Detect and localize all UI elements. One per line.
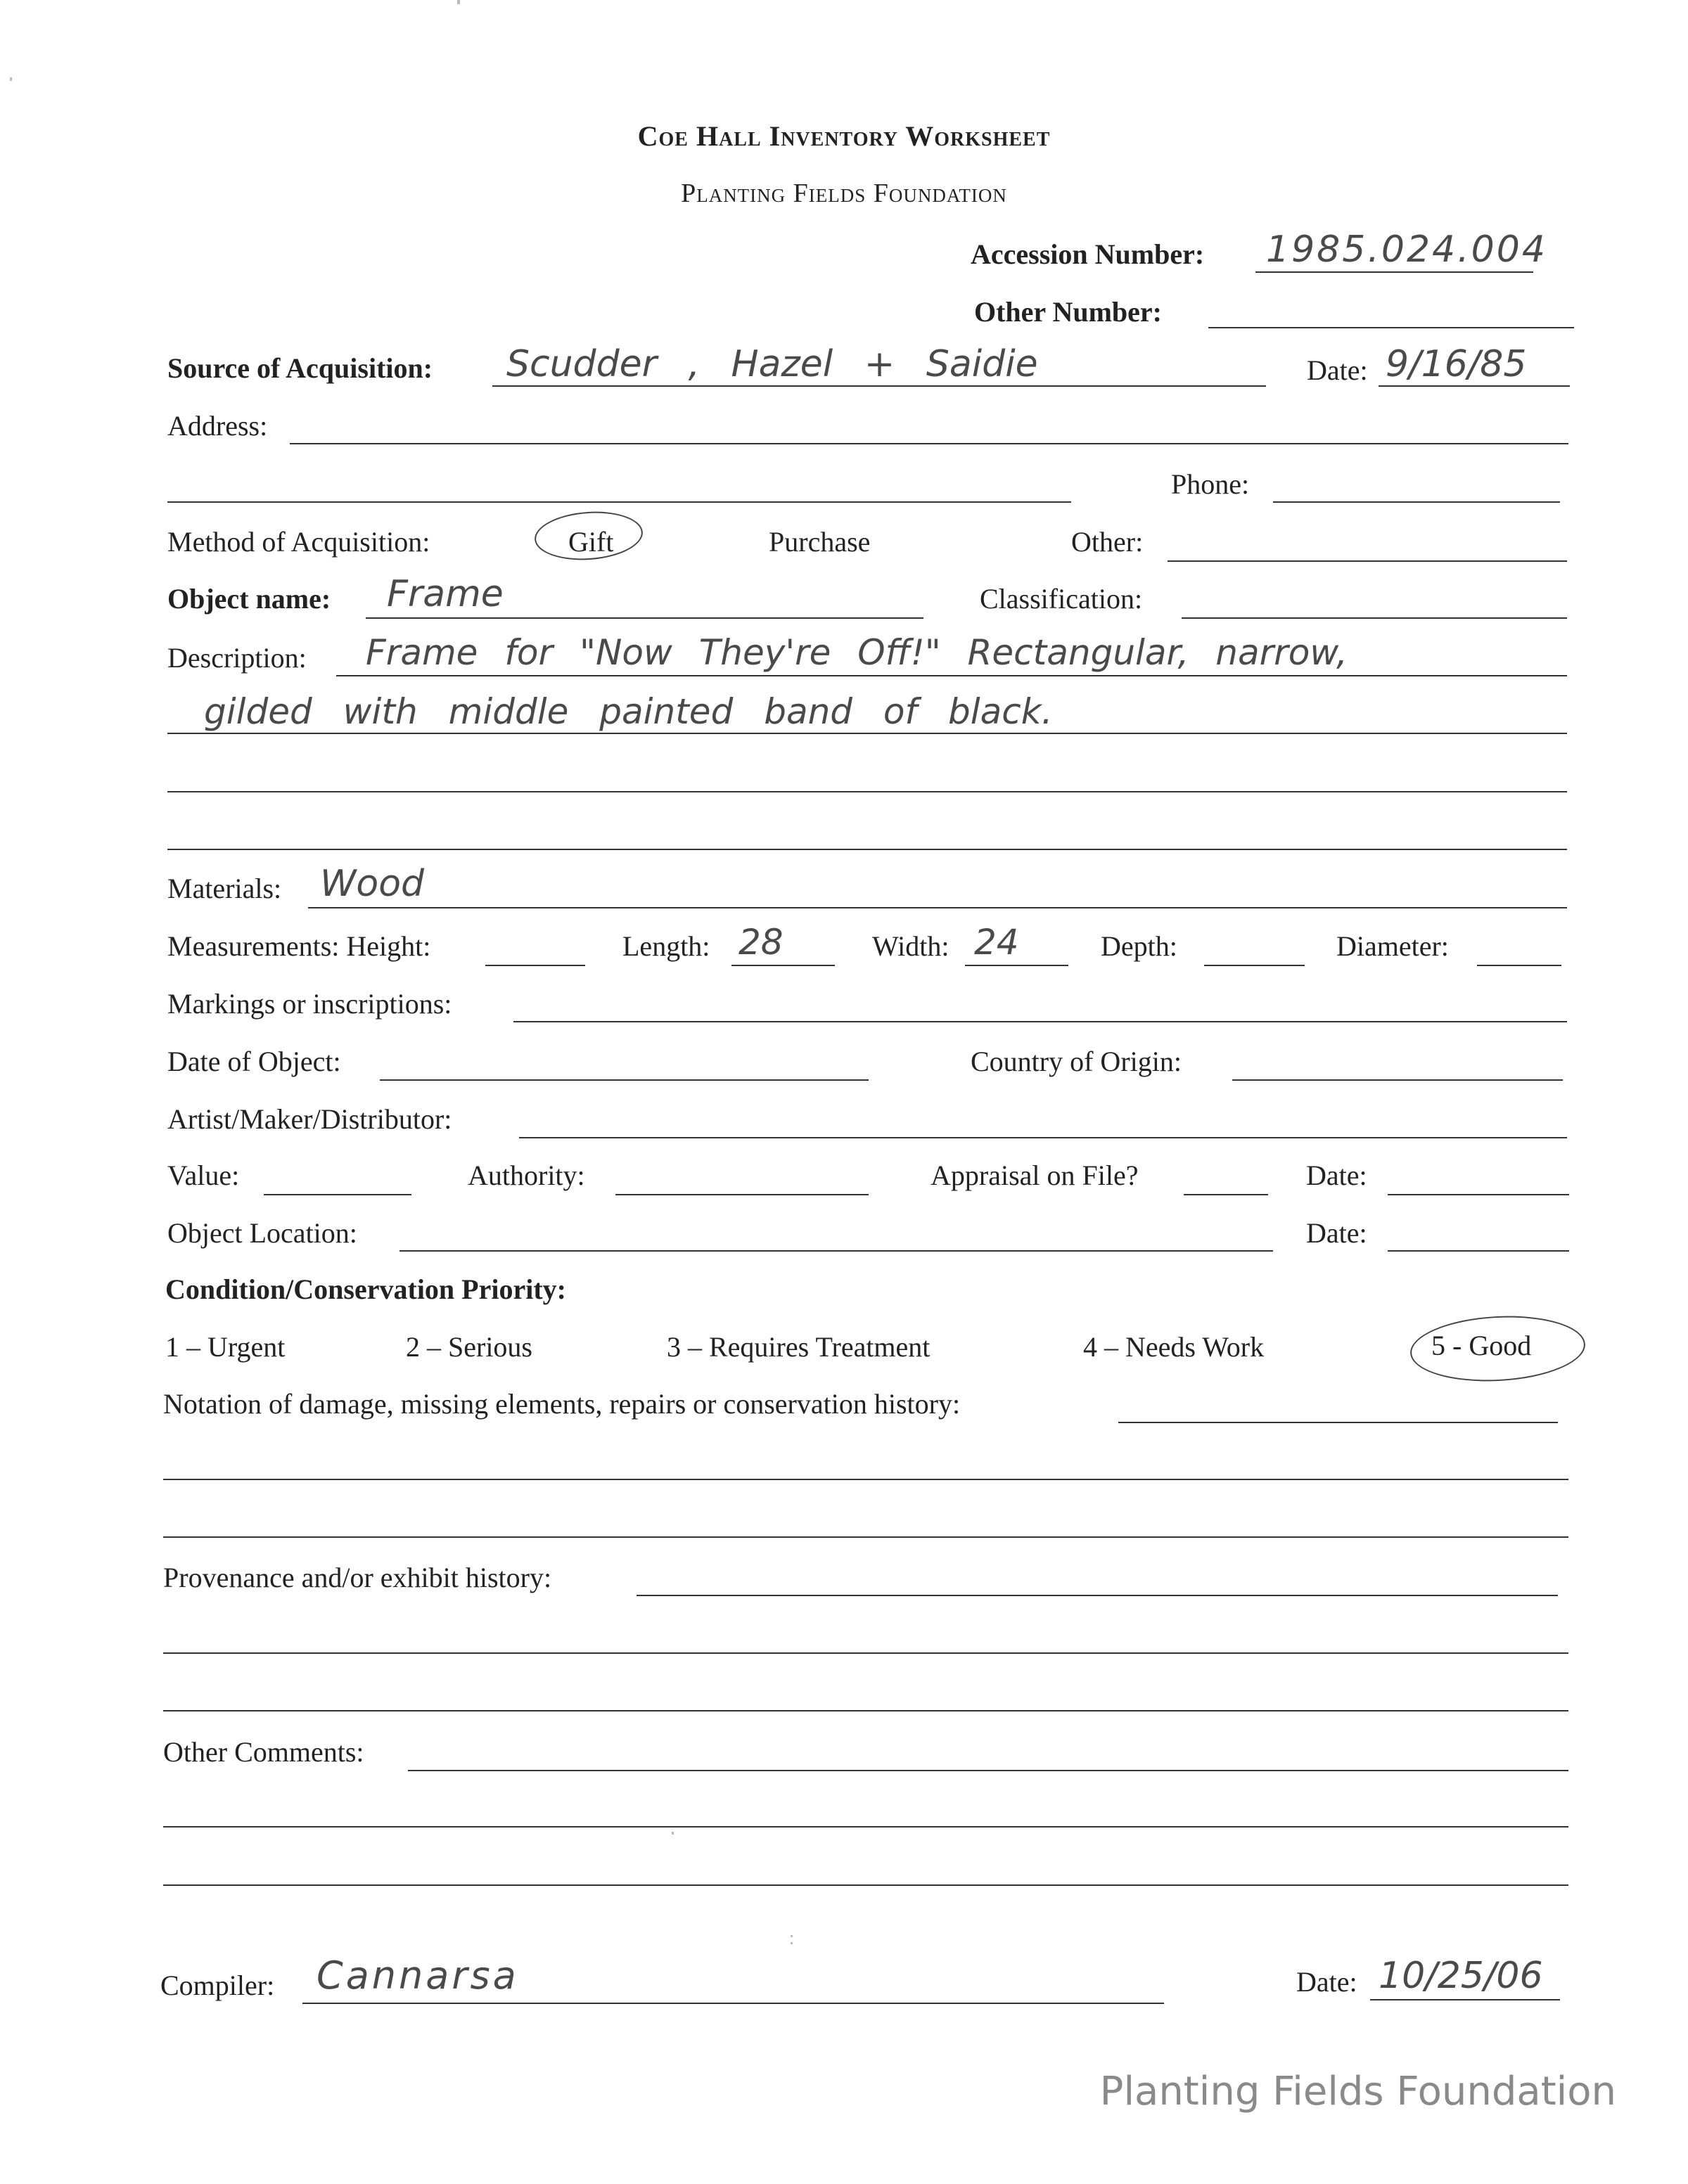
other-number-label: Other Number: <box>974 296 1162 328</box>
damage-line-3[interactable] <box>163 1536 1568 1538</box>
location-date-label: Date: <box>1306 1217 1367 1249</box>
damage-label: Notation of damage, missing elements, repairs or conservation history: <box>163 1388 961 1420</box>
markings-label: Markings or inscriptions: <box>167 988 452 1020</box>
method-other-line[interactable] <box>1168 560 1567 562</box>
compiler-date-label: Date: <box>1296 1966 1357 1998</box>
compiler-date-line <box>1370 1999 1560 2000</box>
address-line-2[interactable] <box>167 501 1071 503</box>
authority-label: Authority: <box>468 1160 585 1191</box>
accession-number-value[interactable]: 1985.024.004 <box>1266 229 1547 271</box>
measurements-diameter-label: Diameter: <box>1336 930 1449 962</box>
location-label: Object Location: <box>167 1217 357 1249</box>
compiler-date-value[interactable]: 10/25/06 <box>1379 1955 1543 1997</box>
method-gift-option[interactable]: Gift <box>568 526 614 558</box>
comments-line-2[interactable] <box>163 1826 1568 1828</box>
condition-option-urgent[interactable]: 1 – Urgent <box>165 1331 286 1363</box>
good-selection-circle <box>1409 1312 1587 1386</box>
form-title: Coe Hall Inventory Worksheet <box>637 120 1051 152</box>
appraisal-label: Appraisal on File? <box>931 1160 1139 1191</box>
measurements-depth-line[interactable] <box>1204 965 1305 966</box>
appraisal-line[interactable] <box>1184 1194 1268 1195</box>
source-date-line <box>1379 385 1570 387</box>
condition-label: Condition/Conservation Priority: <box>165 1273 566 1305</box>
comments-line-1[interactable] <box>408 1770 1568 1771</box>
condition-option-serious[interactable]: 2 – Serious <box>406 1331 532 1363</box>
description-line-4[interactable] <box>167 849 1567 850</box>
condition-option-good[interactable]: 5 - Good <box>1431 1330 1532 1361</box>
scan-speck <box>791 1935 793 1937</box>
comments-label: Other Comments: <box>163 1736 364 1768</box>
object-name-label: Object name: <box>167 583 331 615</box>
scan-speck <box>672 1832 674 1835</box>
compiler-value[interactable]: Cannarsa <box>316 1953 519 1998</box>
description-line-2 <box>167 733 1567 734</box>
source-date-value[interactable]: 9/16/85 <box>1386 343 1527 385</box>
provenance-label: Provenance and/or exhibit history: <box>163 1562 552 1593</box>
other-number-line[interactable] <box>1208 327 1574 328</box>
comments-line-3[interactable] <box>163 1884 1568 1886</box>
object-name-value[interactable]: Frame <box>387 573 504 615</box>
measurements-width-value[interactable]: 24 <box>974 922 1019 963</box>
method-other-label: Other: <box>1071 526 1144 558</box>
description-line-2-value[interactable]: gilded with middle painted band of black. <box>204 691 1053 732</box>
classification-label: Classification: <box>980 583 1143 615</box>
address-label: Address: <box>167 410 268 442</box>
measurements-diameter-line[interactable] <box>1477 965 1561 966</box>
measurements-width-label: Width: <box>872 930 950 962</box>
address-line-1[interactable] <box>290 443 1568 444</box>
markings-line[interactable] <box>513 1021 1567 1022</box>
scan-speck <box>10 77 12 81</box>
accession-number-line <box>1255 271 1533 273</box>
provenance-line-2[interactable] <box>163 1652 1568 1654</box>
watermark-text: Planting Fields Foundation <box>1099 2069 1616 2114</box>
materials-label: Materials: <box>167 873 282 904</box>
source-label: Source of Acquisition: <box>167 352 433 384</box>
description-line-3[interactable] <box>167 791 1567 792</box>
appraisal-date-line[interactable] <box>1388 1194 1569 1195</box>
classification-line[interactable] <box>1182 617 1567 619</box>
appraisal-date-label: Date: <box>1306 1160 1367 1191</box>
date-of-object-label: Date of Object: <box>167 1046 341 1077</box>
value-label: Value: <box>167 1160 240 1191</box>
artist-line[interactable] <box>519 1137 1567 1138</box>
materials-value[interactable]: Wood <box>320 863 425 905</box>
artist-label: Artist/Maker/Distributor: <box>167 1103 452 1135</box>
source-line <box>492 385 1266 387</box>
compiler-label: Compiler: <box>160 1970 275 2001</box>
condition-option-needs-work[interactable]: 4 – Needs Work <box>1083 1331 1265 1363</box>
authority-line[interactable] <box>615 1194 869 1195</box>
value-line[interactable] <box>264 1194 411 1195</box>
phone-line[interactable] <box>1273 501 1560 503</box>
measurements-height-line[interactable] <box>485 965 585 966</box>
condition-option-requires-treatment[interactable]: 3 – Requires Treatment <box>667 1331 931 1363</box>
object-name-line <box>366 617 923 619</box>
accession-number-label: Accession Number: <box>971 238 1205 270</box>
country-line[interactable] <box>1232 1079 1563 1081</box>
description-line-1 <box>336 675 1567 676</box>
location-line[interactable] <box>399 1250 1273 1252</box>
damage-line-1[interactable] <box>1118 1422 1558 1423</box>
measurements-depth-label: Depth: <box>1101 930 1177 962</box>
method-purchase-option[interactable]: Purchase <box>769 526 871 558</box>
source-value[interactable]: Scudder , Hazel + Saidie <box>506 343 1038 385</box>
date-of-object-line[interactable] <box>380 1079 869 1081</box>
measurements-length-value[interactable]: 28 <box>738 922 784 963</box>
provenance-line-3[interactable] <box>163 1710 1568 1711</box>
description-line-1-value[interactable]: Frame for "Now They're Off!" Rectangular, narrow, <box>366 632 1348 673</box>
measurements-length-line <box>731 965 835 966</box>
provenance-line-1[interactable] <box>637 1595 1558 1596</box>
scan-speck <box>457 0 460 4</box>
form-subtitle: Planting Fields Foundation <box>681 179 1007 208</box>
measurements-length-label: Length: <box>622 930 710 962</box>
compiler-line <box>302 2003 1164 2004</box>
description-label: Description: <box>167 642 307 674</box>
method-label: Method of Acquisition: <box>167 526 430 558</box>
location-date-line[interactable] <box>1388 1250 1569 1252</box>
measurements-width-line <box>965 965 1068 966</box>
measurements-height-label: Measurements: Height: <box>167 930 431 962</box>
damage-line-2[interactable] <box>163 1479 1568 1480</box>
scan-speck <box>791 1942 793 1944</box>
gift-selection-circle <box>533 508 644 564</box>
materials-line <box>308 907 1567 908</box>
source-date-label: Date: <box>1307 354 1368 386</box>
phone-label: Phone: <box>1171 468 1250 500</box>
country-label: Country of Origin: <box>971 1046 1182 1077</box>
